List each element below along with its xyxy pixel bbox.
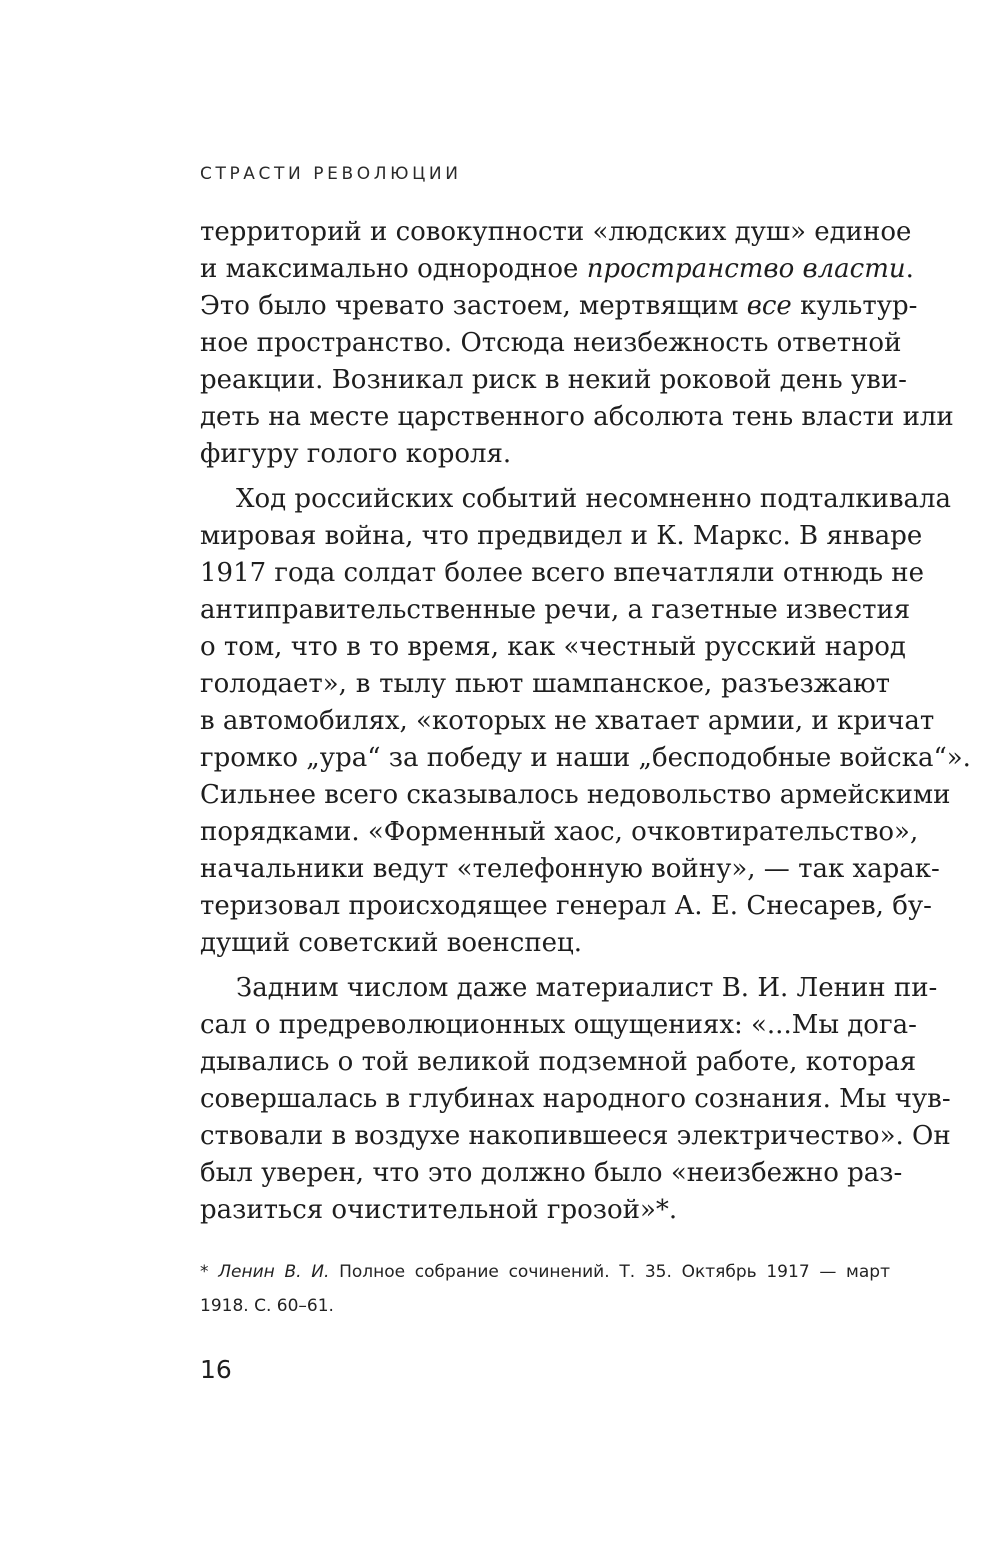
text-segment: реакции. Возникал риск в некий роковой день уви- — [200, 365, 907, 395]
text-line — [200, 555, 924, 592]
text-segment: 1918. С. 60–61. — [200, 1296, 334, 1316]
text-segment: дущий советский военспец. — [200, 928, 583, 958]
text-line — [200, 481, 952, 518]
text-line — [200, 629, 906, 666]
text-line — [200, 436, 890, 473]
text-segment: фигуру голого короля. — [200, 439, 512, 469]
body-text — [200, 214, 971, 1229]
text-segment: в автомобилях, «которых не хватает армии, и кричат — [200, 706, 935, 736]
text-segment: дывались о той великой подземной работе, которая — [200, 1047, 917, 1077]
text-segment: . — [905, 254, 914, 284]
text-segment: теризовал происходящее генерал А. Е. Снесарев, бу- — [200, 891, 932, 921]
text-line — [200, 1192, 890, 1229]
footnote — [200, 1255, 890, 1323]
text-segment: громко „ура“ за победу и наши „бесподобные войска“». — [200, 743, 971, 773]
text-line — [200, 251, 914, 288]
text-segment: голодает», в тылу пьют шампанское, разъезжают — [200, 669, 890, 699]
paragraph — [200, 214, 954, 473]
italic-text: Ленин В. И. — [218, 1262, 330, 1282]
text-segment: 1917 года солдат более всего впечатляли отнюдь не — [200, 558, 924, 588]
text-segment: разиться очистительной грозой»*. — [200, 1195, 678, 1225]
text-segment: * — [200, 1262, 219, 1282]
text-line — [200, 777, 951, 814]
text-segment: территорий и совокупности «людских душ» единое — [200, 217, 912, 247]
running-header: СТРАСТИ РЕВОЛЮЦИИ — [200, 164, 462, 184]
text-line — [200, 1155, 903, 1192]
text-segment: ное пространство. Отсюда неизбежность ответной — [200, 328, 902, 358]
text-line — [200, 851, 940, 888]
text-segment: ствовали в воздухе накопившееся электричество». Он — [200, 1121, 951, 1151]
text-line — [200, 1081, 951, 1118]
text-segment: и максимально однородное — [200, 254, 587, 284]
text-line — [200, 970, 938, 1007]
paragraph — [200, 970, 951, 1229]
text-segment: Сильнее всего сказывалось недовольство армейскими — [200, 780, 951, 810]
paragraph — [200, 481, 971, 962]
text-line — [200, 325, 902, 362]
text-segment: Полное собрание сочинений. Т. 35. Октябрь 1917 — март — [329, 1262, 890, 1282]
text-segment: о том, что в то время, как «честный русский народ — [200, 632, 906, 662]
text-line — [200, 740, 971, 777]
italic-text: пространство власти — [586, 254, 906, 284]
text-segment: Задним числом даже материалист В. И. Ленин пи- — [236, 973, 938, 1003]
text-segment: сал о предреволюционных ощущениях: «...Мы дога- — [200, 1010, 917, 1040]
text-segment: деть на месте царственного абсолюта тень власти или — [200, 402, 954, 432]
text-segment: был уверен, что это должно было «неизбежно раз- — [200, 1158, 903, 1188]
text-line — [200, 703, 935, 740]
text-segment: культур- — [791, 291, 918, 321]
text-segment: антиправительственные речи, а газетные известия — [200, 595, 911, 625]
text-segment: начальники ведут «телефонную войну», — так харак- — [200, 854, 940, 884]
text-segment: совершалась в глубинах народного сознания. Мы чув- — [200, 1084, 951, 1114]
text-line — [200, 399, 954, 436]
page-number: 16 — [200, 1355, 232, 1384]
text-segment: мировая война, что предвидел и К. Маркс. В январе — [200, 521, 923, 551]
text-segment: порядками. «Форменный хаос, очковтирательство», — [200, 817, 919, 847]
text-line — [200, 1007, 917, 1044]
text-line — [200, 1118, 951, 1155]
footnote-line — [200, 1255, 890, 1289]
footnote-line — [200, 1289, 890, 1323]
text-line — [200, 362, 907, 399]
text-line — [200, 1044, 917, 1081]
text-line — [200, 592, 911, 629]
text-line — [200, 288, 918, 325]
text-line — [200, 214, 912, 251]
text-line — [200, 814, 919, 851]
text-line — [200, 925, 890, 962]
text-segment: Ход российских событий несомненно подталкивала — [236, 484, 952, 514]
text-segment: Это было чревато застоем, мертвящим — [200, 291, 747, 321]
italic-text: все — [746, 291, 792, 321]
text-line — [200, 518, 923, 555]
text-line — [200, 888, 932, 925]
text-line — [200, 666, 890, 703]
